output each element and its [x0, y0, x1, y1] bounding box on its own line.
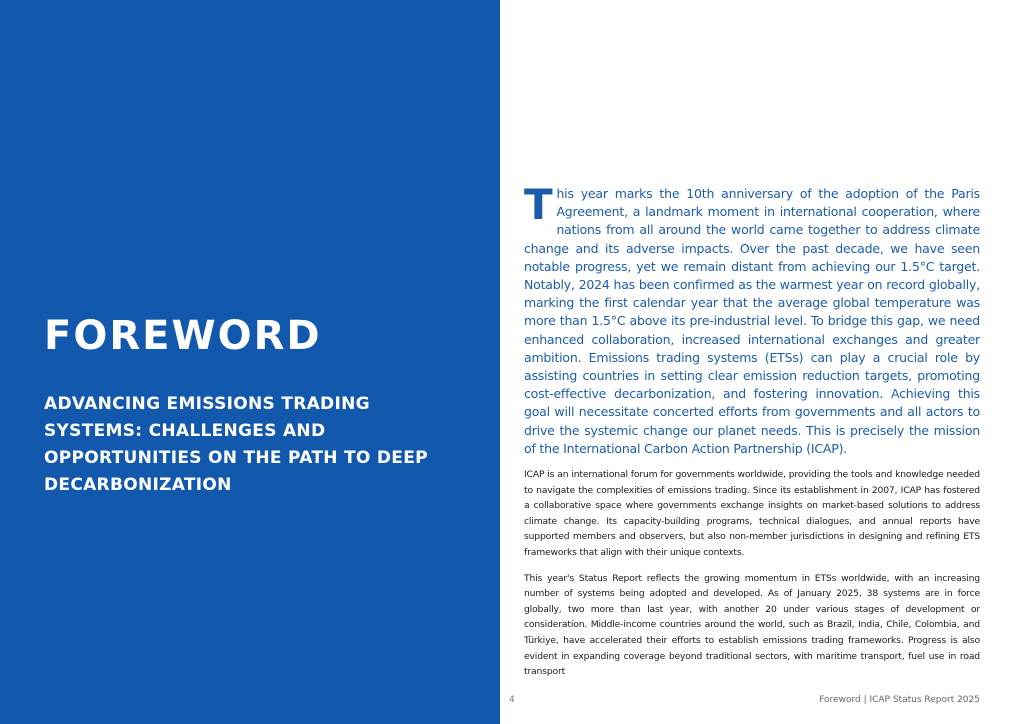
- article-body: [524, 180, 980, 680]
- lead-text: his year marks the 10th anniversary of the adoption of the Paris Agreement, a landmark moment in international cooperation, where nations from all around the world came together to address climate change and its adverse impacts. Over the past decade, we have seen notable progress, yet we remain distant from achieving our 1.5°C target. Notably, 2024 has been confirmed as the warmest year on record globally, marking the first calendar year that the average global temperature was more than 1.5°C above its pre-industrial level. To bridge this gap, we need enhanced collaboration, increased international exchanges and greater ambition. Emissions trading systems (ETSs) can play a crucial role by assisting countries in setting clear emission reduction targets, promoting cost-effective decarbonization, and fostering innovation. Achieving this goal will necessitate concerted efforts from governments and all actors to drive the systemic change our planet needs. This is precisely the mission of the International Carbon Action Partnership (ICAP).: [524, 186, 980, 456]
- lead-paragraph: [524, 180, 980, 458]
- page-subtitle: ADVANCING EMISSIONS TRADING SYSTEMS: CHALLENGES AND OPPORTUNITIES ON THE PATH TO DEEP DECARBONIZATION: [44, 394, 428, 495]
- body-paragraph-2: This year's Status Report reflects the growing momentum in ETSs worldwide, with an increasing number of systems being adopted and developed. As of January 2025, 38 systems are in force globally, two more than last year, with another 20 under various stages of development or consideration. Middle-income countries around the world, such as Brazil, India, Chile, Colombia, and Türkiye, have accelerated their efforts to establish emissions trading frameworks. Progress is also evident in expanding coverage beyond traditional sectors, with maritime transport, fuel use in road transport: [524, 572, 980, 678]
- page-title: FOREWORD: [44, 313, 322, 359]
- page-number: 4: [509, 695, 515, 705]
- drop-cap: T: [524, 180, 553, 229]
- cover-panel: [0, 0, 500, 724]
- running-footer: Foreword | ICAP Status Report 2025: [819, 695, 980, 705]
- body-paragraph-1: ICAP is an international forum for governments worldwide, providing the tools and knowledge needed to navigate the complexities of emissions trading. Since its establishment in 2007, ICAP has fostered a collaborative space where governments exchange insights on market-based solutions to address climate change. Its capacity-building programs, technical dialogues, and annual reports have supported members and observers, but also non-member jurisdictions in designing and refining ETS frameworks that align with their unique contexts.: [524, 469, 980, 559]
